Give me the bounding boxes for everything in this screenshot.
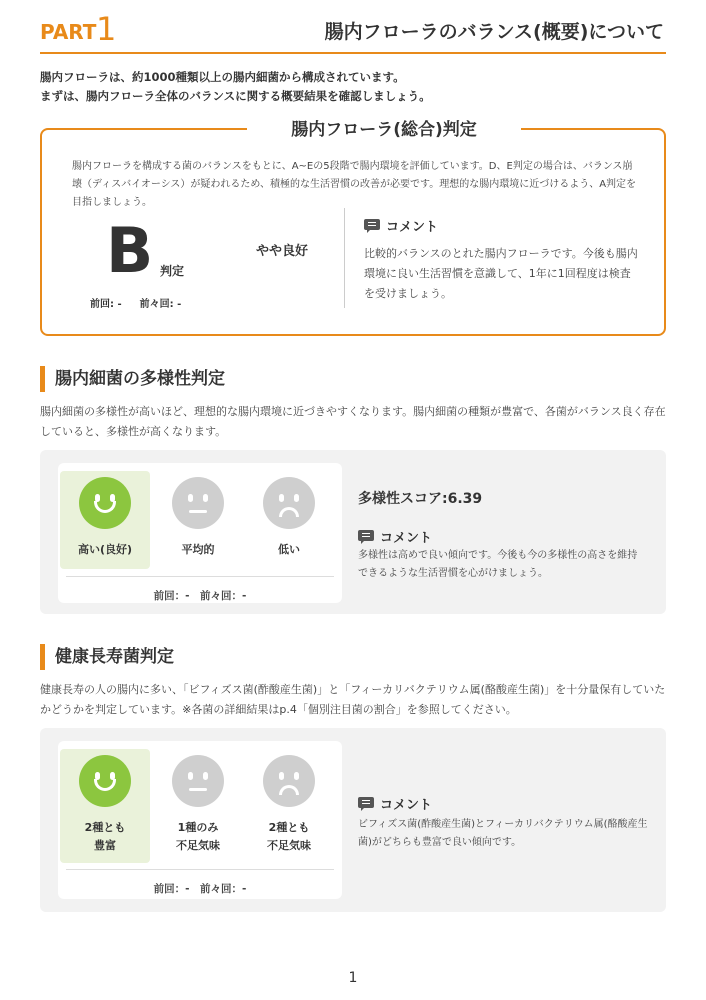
previous-2-result: 前々回: - bbox=[139, 299, 182, 310]
longevity-panel bbox=[40, 728, 666, 912]
comment-icon bbox=[364, 219, 380, 233]
grade-suffix: 判定 bbox=[160, 264, 185, 278]
diversity-card bbox=[58, 463, 342, 603]
option-label bbox=[153, 819, 243, 855]
overall-previous-results bbox=[90, 295, 181, 310]
previous-result: 前回: - bbox=[90, 299, 122, 310]
part-label: PART bbox=[40, 20, 97, 44]
option-label-line: 不足気味 bbox=[176, 839, 220, 852]
overall-title: 腸内フローラ(総合)判定 bbox=[247, 115, 521, 140]
intro-line-2: まずは、腸内フローラ全体のバランスに関する概要結果を確認しましょう。 bbox=[40, 89, 431, 103]
option-label: 低い bbox=[278, 543, 300, 556]
option-label-line: 2種とも bbox=[84, 821, 126, 834]
diversity-comment: 多様性は高めで良い傾向です。今後も今の多様性の高さを維持できるような生活習慣を心がけましょう。 bbox=[358, 550, 638, 579]
divider bbox=[344, 208, 345, 308]
comment-icon bbox=[358, 530, 374, 544]
option-label: 高い(良好) bbox=[77, 543, 133, 556]
divider bbox=[66, 576, 334, 577]
longevity-option-both-rich bbox=[60, 749, 150, 863]
option-label-line: 2種とも bbox=[268, 821, 310, 834]
smile-face-icon bbox=[79, 755, 131, 807]
longevity-option-one-only bbox=[153, 749, 243, 863]
part-header bbox=[40, 10, 666, 54]
page-title: 腸内フローラのバランス(概要)について bbox=[324, 21, 664, 43]
diversity-option-average bbox=[153, 471, 243, 569]
option-label: 平均的 bbox=[181, 543, 215, 556]
option-label bbox=[244, 819, 334, 855]
grade-label: やや良好 bbox=[256, 244, 309, 259]
divider bbox=[66, 869, 334, 870]
longevity-description: 健康長寿の人の腸内に多い、「ビフィズス菌(酢酸産生菌)」と「フィーカリバクテリウム属(酪酸産生菌)」を十分量保有していたかどうかを判定しています。※各菌の詳細結果はp.4「個別注目菌の割合」を参照してください。 bbox=[40, 683, 666, 716]
part-number: 1 bbox=[96, 10, 117, 48]
diversity-panel bbox=[40, 450, 666, 614]
longevity-previous-results: 前回：- 前々回：- bbox=[153, 883, 247, 895]
diversity-score: 多様性スコア:6.39 bbox=[358, 491, 483, 507]
intro-text bbox=[40, 68, 666, 106]
option-label-line: 不足気味 bbox=[267, 839, 311, 852]
diversity-comment-heading bbox=[358, 527, 432, 546]
diversity-heading: 腸内細菌の多様性判定 bbox=[40, 366, 225, 392]
overall-comment-heading bbox=[364, 216, 438, 235]
diversity-option-high bbox=[60, 471, 150, 569]
intro-line-1: 腸内フローラは、約1000種類以上の腸内細菌から構成されています。 bbox=[40, 70, 405, 84]
page-number: 1 bbox=[348, 970, 358, 986]
diversity-previous-results: 前回：- 前々回：- bbox=[153, 590, 247, 602]
comment-title: コメント bbox=[380, 531, 433, 546]
diversity-option-low bbox=[244, 471, 334, 569]
longevity-option-both-low bbox=[244, 749, 334, 863]
overall-description: 腸内フローラを構成する菌のバランスをもとに、A~Eの5段階で腸内環境を評価しています。D、E判定の場合は、バランス崩壊（ディスバイオーシス）が疑われるため、積極的な生活習慣の改善が必要です。理想的な腸内環境に近づけるよう、A判定を目指しましょう。 bbox=[72, 161, 637, 208]
longevity-card bbox=[58, 741, 342, 899]
comment-title: コメント bbox=[386, 220, 439, 235]
neutral-face-icon bbox=[172, 755, 224, 807]
longevity-comment-heading bbox=[358, 794, 432, 813]
neutral-face-icon bbox=[172, 477, 224, 529]
frown-face-icon bbox=[263, 755, 315, 807]
comment-icon bbox=[358, 797, 374, 811]
longevity-heading: 健康長寿菌判定 bbox=[40, 644, 174, 670]
overall-judgment-box bbox=[40, 120, 666, 336]
option-label-line: 1種のみ bbox=[177, 821, 219, 834]
diversity-description: 腸内細菌の多様性が高いほど、理想的な腸内環境に近づきやすくなります。腸内細菌の種類が豊富で、各菌がバランス良く存在していると、多様性が高くなります。 bbox=[40, 405, 666, 438]
option-label bbox=[60, 819, 150, 855]
comment-title: コメント bbox=[380, 798, 433, 813]
frown-face-icon bbox=[263, 477, 315, 529]
grade-letter: B bbox=[106, 214, 154, 287]
option-label-line: 豊富 bbox=[94, 839, 116, 852]
overall-comment: 比較的バランスのとれた腸内フローラです。今後も腸内環境に良い生活習慣を意識して、1年に1回程度は検査を受けましょう。 bbox=[364, 247, 638, 300]
longevity-comment: ビフィズス菌(酢酸産生菌)とフィーカリバクテリウム属(酪酸産生菌)がどちらも豊富で良い傾向です。 bbox=[358, 819, 648, 848]
smile-face-icon bbox=[79, 477, 131, 529]
